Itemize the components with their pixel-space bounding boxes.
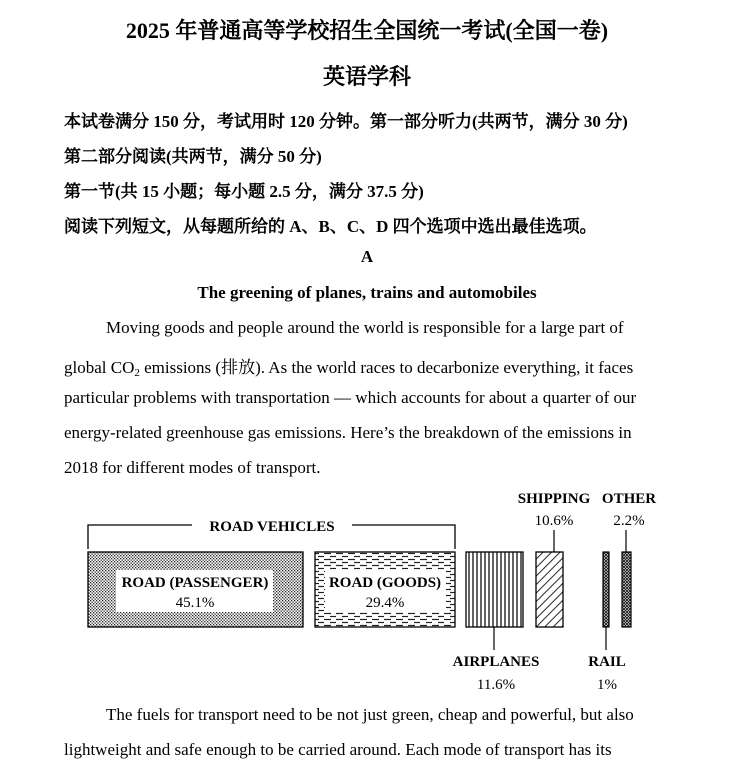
instruction-line-3: 第一节(共 15 小题；每小题 2.5 分，满分 37.5 分)	[64, 182, 424, 201]
road-vehicles-label: ROAD VEHICLES	[209, 519, 335, 535]
paragraph1-line-4: energy-related greenhouse gas emissions. Here’s the breakdown of the emissions in	[64, 423, 632, 442]
instruction-line-4: 阅读下列短文，从每题所给的 A、B、C、D 四个选项中选出最佳选项。	[64, 217, 597, 236]
rail-name: RAIL	[588, 654, 626, 670]
bar-other	[622, 552, 631, 627]
bar-road-passenger-name: ROAD (PASSENGER)	[121, 575, 269, 591]
bar-road-passenger-value: 45.1%	[175, 595, 215, 611]
shipping-name: SHIPPING	[517, 491, 591, 507]
other-value: 2.2%	[613, 513, 645, 529]
instruction-line-1: 本试卷满分 150 分，考试用时 120 分钟。第一部分听力(共两节，满分 30 分)	[64, 112, 628, 131]
bar-shipping	[536, 552, 563, 627]
co2-subscript: 2	[134, 367, 140, 379]
shipping-value: 10.6%	[534, 513, 574, 529]
passage-title: The greening of planes, trains and automobiles	[197, 283, 537, 302]
paragraph1-line-1: Moving goods and people around the world is responsible for a large part of	[106, 318, 624, 337]
paragraph2-line-2: lightweight and safe enough to be carried around. Each mode of transport has its	[64, 740, 612, 759]
airplanes-name: AIRPLANES	[452, 654, 540, 670]
bar-airplanes	[466, 552, 523, 627]
paragraph1-line-3: particular problems with transportation — which accounts for about a quarter of our	[64, 388, 637, 407]
paragraph1-line-5: 2018 for different modes of transport.	[64, 458, 321, 477]
subject-title: 英语学科	[322, 64, 411, 89]
bar-rail	[603, 552, 609, 627]
paragraph1-line-2-rest: emissions (排放). As the world races to decarbonize everything, it faces	[139, 358, 634, 377]
bar-road-goods-value: 29.4%	[365, 595, 405, 611]
co2-text: global CO	[64, 358, 135, 377]
paragraph2-line-1: The fuels for transport need to be not just green, cheap and powerful, but also	[106, 705, 634, 724]
airplanes-value: 11.6%	[476, 677, 516, 693]
rail-value: 1%	[597, 677, 617, 693]
bar-road-goods-name: ROAD (GOODS)	[328, 575, 442, 591]
instruction-line-2: 第二部分阅读(共两节，满分 50 分)	[64, 147, 322, 166]
exam-title: 2025 年普通高等学校招生全国统一考试(全国一卷)	[125, 18, 609, 43]
other-name: OTHER	[601, 491, 657, 507]
section-label: A	[360, 247, 374, 266]
